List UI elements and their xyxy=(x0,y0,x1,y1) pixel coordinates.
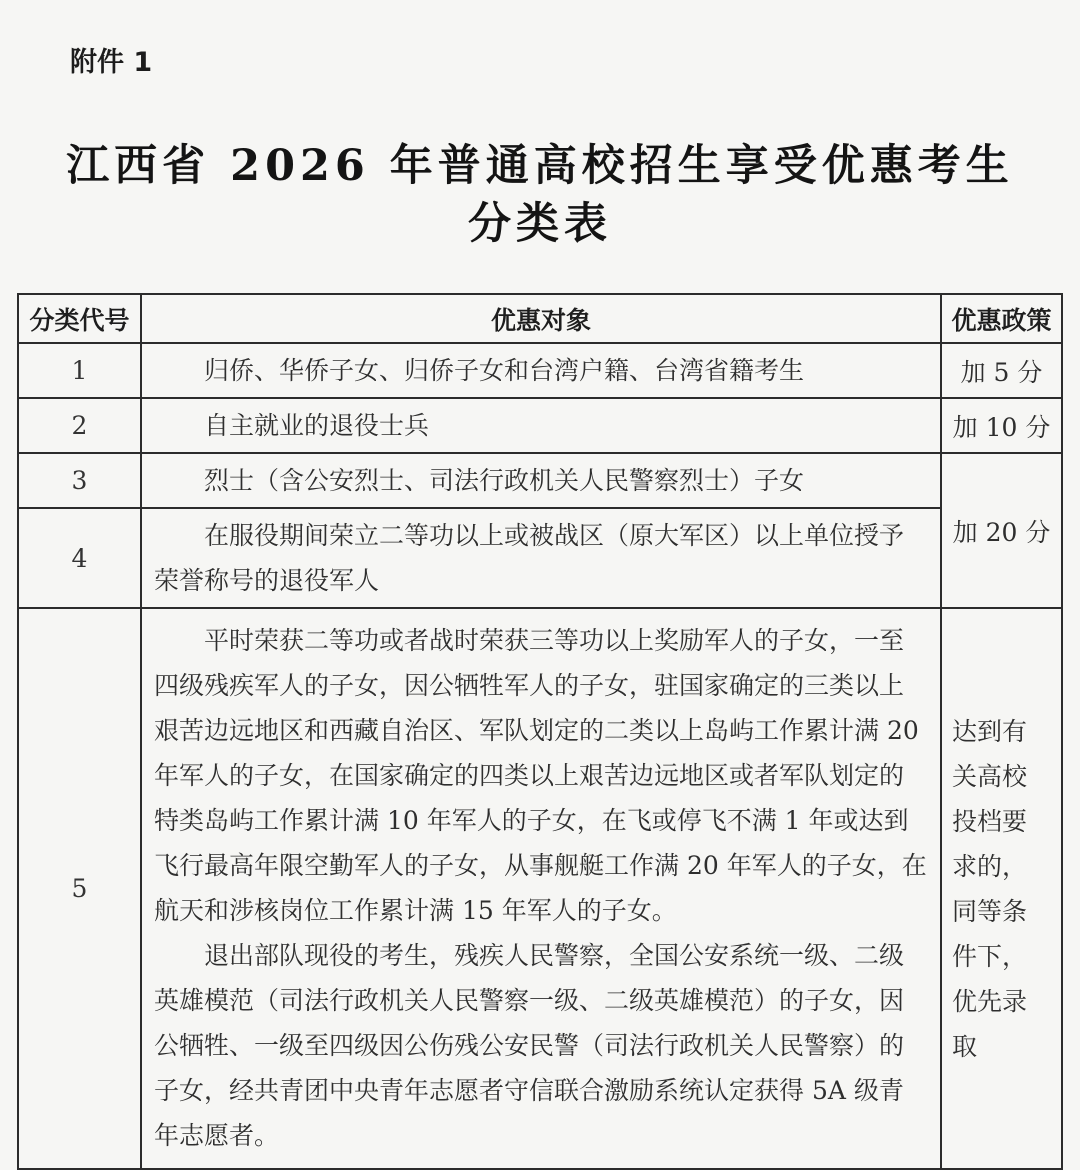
header-preferential-target: 优惠对象 xyxy=(141,294,941,343)
header-preferential-policy: 优惠政策 xyxy=(941,294,1062,343)
row-1-code-cell: 1 xyxy=(18,343,141,398)
row-3-target-text: 烈士（含公安烈士、司法行政机关人民警察烈士）子女 xyxy=(204,466,805,495)
row-3-code-cell: 3 xyxy=(18,453,141,508)
attachment-label: 附件 1 xyxy=(70,47,153,78)
row-5-policy-text: 达到有关高校投档要求的，同等条件下，优先录取 xyxy=(952,716,1028,1061)
row-1-target-cell xyxy=(141,343,941,398)
document-title-line-1: 江西省 2026 年普通高校招生享受优惠考生 xyxy=(66,141,1014,191)
row-1-policy-cell: 加 5 分 xyxy=(941,343,1062,398)
row-2-target-cell xyxy=(141,398,941,453)
table-row-3 xyxy=(18,453,1062,508)
row-2-policy-cell: 加 10 分 xyxy=(941,398,1062,453)
row-3-4-merged-policy-cell: 加 20 分 xyxy=(941,453,1062,608)
row-4-code-cell: 4 xyxy=(18,508,141,608)
row-5-code-cell: 5 xyxy=(18,608,141,1169)
table-row-4 xyxy=(18,508,1062,608)
row-5-target-paragraph-2: 退出部队现役的考生，残疾人民警察，全国公安系统一级、二级英雄模范（司法行政机关人民警察一级、二级英雄模范）的子女，因公牺牲、一级至四级因公伤残公安民警（司法行政机关人民警察）的子女，经共青团中央青年志愿者守信联合激励系统认定获得 5A 级青年志愿者。 xyxy=(154,941,905,1150)
table-row-2 xyxy=(18,398,1062,453)
document-title-line-2: 分类表 xyxy=(468,199,612,249)
table-row-1 xyxy=(18,343,1062,398)
row-5-target-cell xyxy=(141,608,941,1169)
row-2-target-text: 自主就业的退役士兵 xyxy=(204,411,430,440)
row-3-target-cell xyxy=(141,453,941,508)
row-2-code-cell: 2 xyxy=(18,398,141,453)
table-header-row xyxy=(18,294,1062,343)
row-5-target-paragraph-1: 平时荣获二等功或者战时荣获三等功以上奖励军人的子女，一至四级残疾军人的子女，因公牺牲军人的子女，驻国家确定的三类以上艰苦边远地区和西藏自治区、军队划定的二类以上岛屿工作累计满 20 年军人的子女，在国家确定的四类以上艰苦边远地区或者军队划定的特类岛屿工作累计满 10 年军人的子女，在飞或停飞不满 1 年或达到飞行最高年限空勤军人的子女，从事舰艇工作满 20 年军人的子女，在航天和涉核岗位工作累计满 15 年军人的子女。 xyxy=(154,626,927,925)
document-title xyxy=(0,137,1080,253)
row-4-target-text: 在服役期间荣立二等功以上或被战区（原大军区）以上单位授予荣誉称号的退役军人 xyxy=(154,521,905,595)
preferential-candidates-table xyxy=(17,293,1063,1170)
row-4-target-cell xyxy=(141,508,941,608)
row-1-target-text: 归侨、华侨子女、归侨子女和台湾户籍、台湾省籍考生 xyxy=(204,356,805,385)
table-row-5 xyxy=(18,608,1062,1169)
header-category-code: 分类代号 xyxy=(18,294,141,343)
row-5-policy-cell xyxy=(941,608,1062,1169)
